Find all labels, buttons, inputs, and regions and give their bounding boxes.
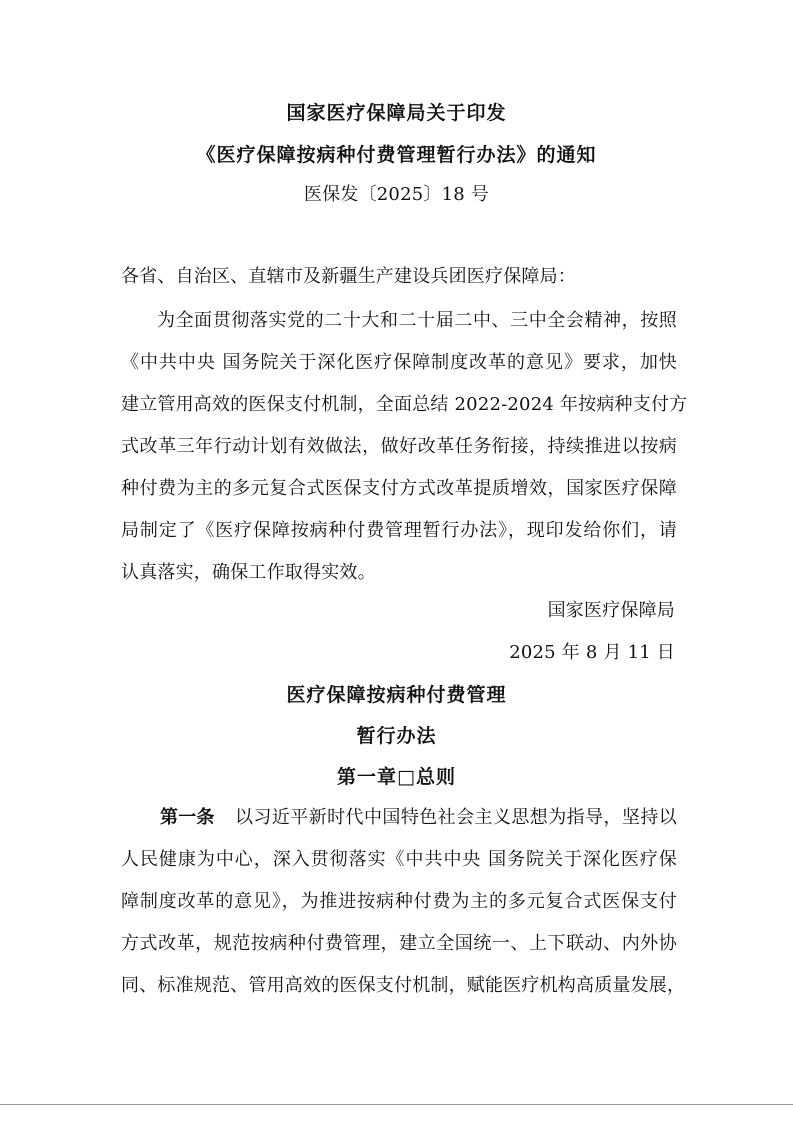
article-1-line: 以习近平新时代中国特色社会主义思想为指导，坚持以 (235, 807, 677, 828)
article-1-line: 同、标准规范、管用高效的医保支付机制，赋能医疗机构高质量发展， (121, 975, 686, 996)
issue-date: 2025 年 8 月 11 日 (509, 642, 675, 663)
addressee: 各省、自治区、直辖市及新疆生产建设兵团医疗保障局： (121, 266, 576, 287)
notice-title-line-2: 《医疗保障按病种付费管理暂行办法》的通知 (196, 144, 597, 166)
document-number: 医保发〔2025〕18 号 (303, 184, 490, 205)
article-1-line: 方式改革，规范按病种付费管理，建立全国统一、上下联动、内外协 (121, 933, 677, 954)
issuer-signature: 国家医疗保障局 (547, 600, 675, 621)
notice-body-line: 局制定了《医疗保障按病种付费管理暂行办法》，现印发给你们，请 (121, 520, 677, 541)
notice-body-line: 种付费为主的多元复合式医保支付方式改革提质增效，国家医疗保障 (121, 478, 677, 499)
article-1-label: 第一条 (160, 807, 215, 828)
measures-title-line-2: 暂行办法 (356, 725, 437, 747)
notice-body-line: 式改革三年行动计划有效做法，做好改革任务衔接，持续推进以按病 (121, 436, 677, 457)
notice-body-line: 建立管用高效的医保支付机制，全面总结 2022-2024 年按病种支付方 (121, 394, 688, 415)
article-1-line: 障制度改革的意见》，为推进按病种付费为主的多元复合式医保支付 (121, 891, 677, 912)
chapter-title: 第一章□总则 (337, 766, 456, 788)
page-bottom-rule (0, 1104, 793, 1105)
measures-title-line-1: 医疗保障按病种付费管理 (286, 684, 507, 706)
notice-body-line: 《中共中央 国务院关于深化医疗保障制度改革的意见》要求，加快 (121, 352, 677, 373)
article-1-line: 人民健康为中心，深入贯彻落实《中共中央 国务院关于深化医疗保 (121, 849, 677, 870)
notice-body-line: 认真落实，确保工作取得实效。 (121, 562, 376, 583)
notice-body-line: 为全面贯彻落实党的二十大和二十届二中、三中全会精神，按照 (157, 310, 677, 331)
notice-title-line-1: 国家医疗保障局关于印发 (286, 102, 507, 124)
